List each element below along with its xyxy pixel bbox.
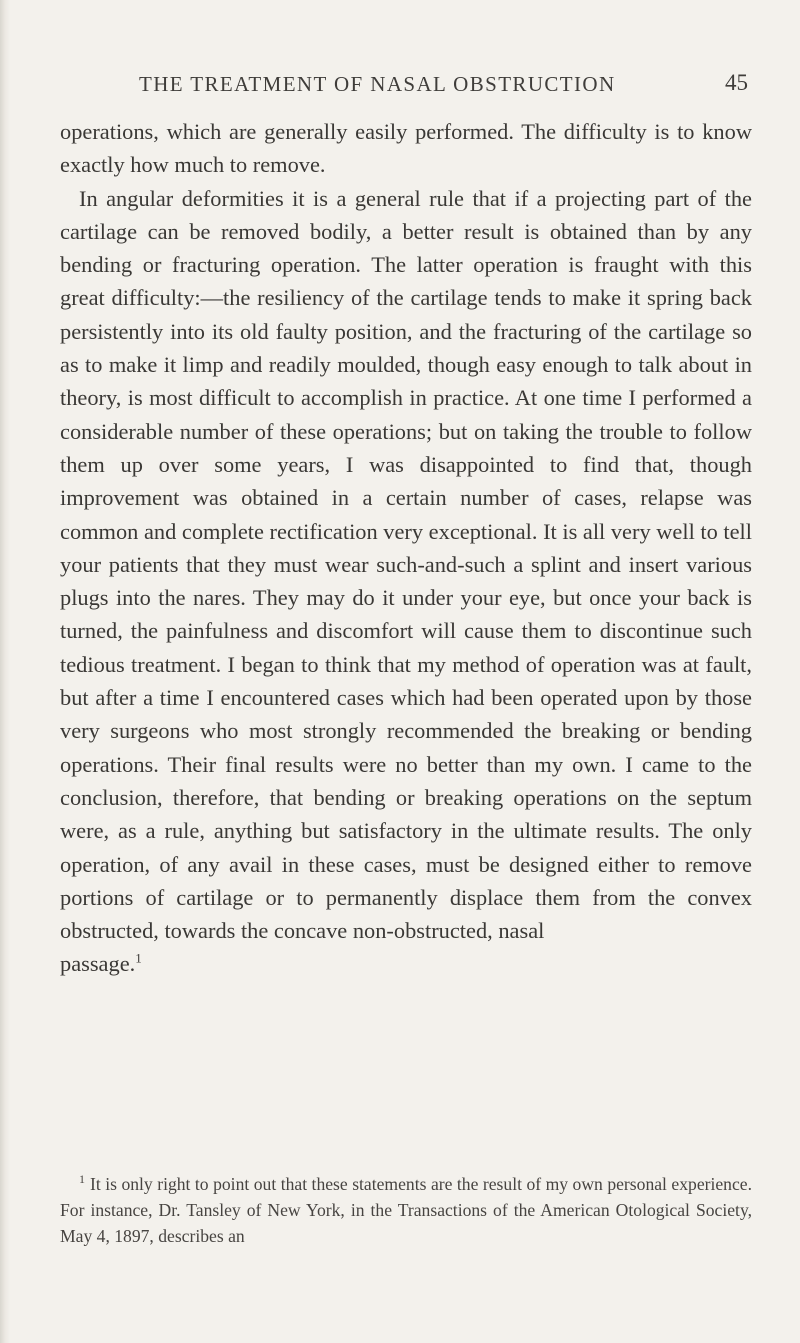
body-text xyxy=(60,115,752,981)
footnote-marker: 1 xyxy=(79,1172,85,1187)
footnote-text: It is only right to point out that these statements are the result of my own personal experience. For instance, Dr. Tansley of New York, in the Transactions of the American Otological Society, May 4, 1897, describes an xyxy=(60,1174,752,1246)
paragraph-end-text: passage. xyxy=(60,951,136,977)
paragraph-text: In angular deformities it is a general rule that if a projecting part of the cartilage can be removed bodily, a better result is obtained than by any bending or fracturing operation. The latter operation is fraught with this great difficulty:—the resiliency of the cartilage tends to make it spring back persistently into its old faulty position, and the fracturing of the cartilage so as to make it limp and readily moulded, though easy enough to talk about in theory, is most difficult to accomplish in practice. At one time I performed a considerable number of these operations; but on taking the trouble to follow them up over some years, I was disappointed to find that, though improvement was obtained in a certain number of cases, relapse was common and complete rectification very exceptional. It is all very well to tell your patients that they must wear such-and-such a splint and insert various plugs into the nares. They may do it under your eye, but once your back is turned, the painfulness and discomfort will cause them to discontinue such tedious treatment. I began to think that my method of operation was at fault, but after a time I encountered cases which had been operated upon by those very surgeons who most strongly recommended the breaking or bending operations. Their final results were no better than my own. I came to the conclusion, therefore, that bending or breaking operations on the septum were, as a rule, anything but satisfactory in the ultimate results. The only operation, of any avail in these cases, must be designed either to remove portions of cartilage or to permanently displace them from the convex obstructed, towards the concave non-obstructed, nasal xyxy=(60,185,752,944)
paragraph-final-line xyxy=(60,947,752,980)
paragraph-angular-deformities xyxy=(60,182,752,948)
footnote xyxy=(60,1172,752,1249)
paragraph-continuation: operations, which are generally easily performed. The difficulty is to know exactly how much to remove. xyxy=(60,119,752,178)
page-number: 45 xyxy=(725,70,748,95)
footnote-reference: 1 xyxy=(135,950,142,966)
running-header-title: THE TREATMENT OF NASAL OBSTRUCTION xyxy=(139,72,616,96)
